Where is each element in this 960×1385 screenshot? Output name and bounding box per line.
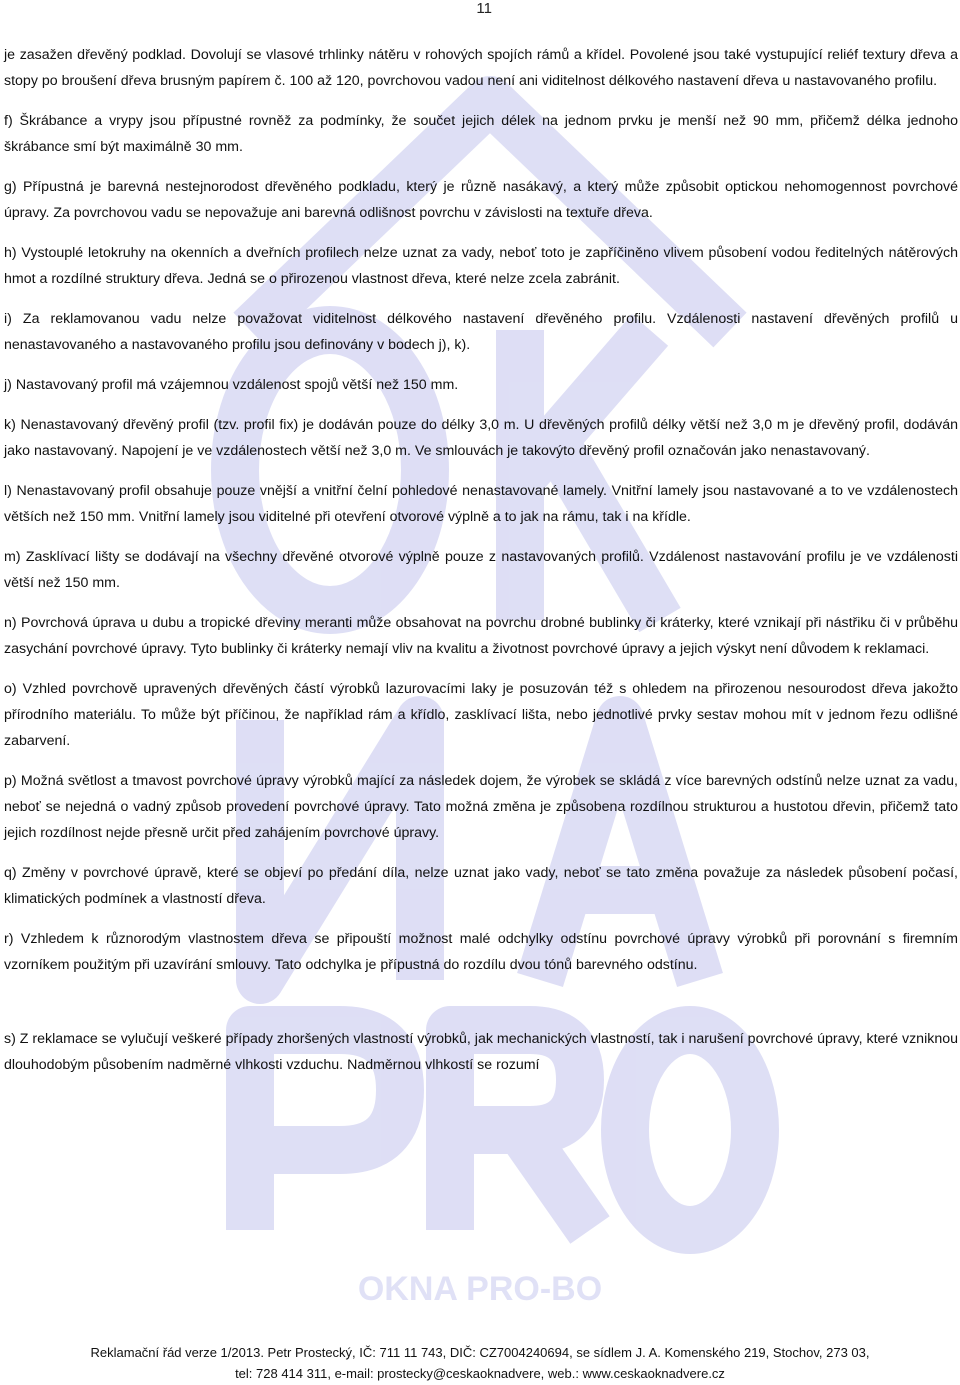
paragraph-n: n) Povrchová úprava u dubu a tropické dřeviny meranti může obsahovat na povrchu drobné bublinky či kráterky, které vznikají při nástřiku či v průběhu zasychání povrchové úpravy. Tyto bublinky či kráterky nemají vliv na kvalitu a životnost povrchové úpravy a jejich výskyt není důvodem k reklamaci. — [4, 615, 958, 657]
paragraph-r: r) Vzhledem k různorodým vlastnostem dřeva se připouští možnost malé odchylky odstínu povrchové úpravy výrobků při porovnání s firemním vzorníkem použitým při uzavírání smlouvy. Tato odchylka je přípustná do rozdílu dvou tónů barevného odstínu. — [4, 931, 958, 973]
footer-line-company: Reklamační řád verze 1/2013. Petr Prostecký, IČ: 711 11 743, DIČ: CZ7004240694, se sídlem J. A. Komenského 219, Stochov, 273 03, — [90, 1345, 870, 1360]
paragraph-i: i) Za reklamovanou vadu nelze považovat viditelnost délkového nastavení dřevěného profilu. Vzdálenosti nastavení dřevěných profilů u nenastavovaného a nastavovaného profilu jsou definovány v bodech j), k). — [4, 311, 958, 353]
paragraph-intro: je zasažen dřevěný podklad. Dovolují se vlasové trhlinky nátěru v rohových spojích rámů a křídel. Povolené jsou také vystupující reliéf textury dřeva a stopy po broušení dřeva brusným papírem č. 100 až 120, povrchovou vadou není ani viditelnost délkového nastavení dřeva u nastavovaného profilu. — [4, 47, 958, 89]
paragraph-g: g) Přípustná je barevná nestejnorodost dřevěného podkladu, který je různě nasákavý, a který může způsobit optickou nehomogennost povrchové úpravy. Za povrchovou vadu se nepovažuje ani barevná odlišnost povrchu v závislosti na textuře dřeva. — [4, 179, 958, 221]
paragraph-k: k) Nenastavovaný dřevěný profil (tzv. profil fix) je dodáván pouze do délky 3,0 m. U dřevěných profilů délky větší než 3,0 m je dřevěný profil, dodáván jako nastavovaný. Napojení je ve vzdálenostech větší než 3,0 m. Ve smlouvách je takovýto dřevěný profil označován jako nenastavovaný. — [4, 417, 958, 459]
page-number: 11 — [476, 0, 492, 17]
page-footer — [0, 1342, 960, 1384]
paragraph-h: h) Vystouplé letokruhy na okenních a dveřních profilech nelze uznat za vady, neboť toto je zapříčiněno vlivem působení vodou ředitelných nátěrových hmot a rozdílné struktury dřeva. Jedná se o přirozenou vlastnost dřeva, které nelze zcela zabránit. — [4, 245, 958, 287]
paragraph-q: q) Změny v povrchové úpravě, které se objeví po předání díla, nelze uznat jako vady, neboť se tato změna považuje za následek působení počasí, klimatických podmínek a vlastností dřeva. — [4, 865, 958, 907]
paragraph-o: o) Vzhled povrchově upravených dřevěných částí výrobků lazurovacími laky je posuzován též s ohledem na přirozenou nesourodost dřeva jakožto přírodního materiálu. To může být příčinou, že například rám a křídlo, zasklívací lišta, nebo jednotlivé prvky sestav mohou mít v jednom řezu odlišné zabarvení. — [4, 681, 958, 749]
document-body — [4, 42, 958, 1092]
paragraph-p: p) Možná světlost a tmavost povrchové úpravy výrobků mající za následek dojem, že výrobek se skládá z více barevných odstínů nelze uznat za vadu, neboť se nejedná o vadný způsob provedení povrchové úpravy. Tato možná změna je způsobena rozdílnou strukturou a hustotou dřevin, přičemž tato jejich rozdílnost nejde přesně určit před zahájením povrchové úpravy. — [4, 773, 958, 841]
paragraph-j: j) Nastavovaný profil má vzájemnou vzdálenost spojů větší než 150 mm. — [4, 377, 459, 393]
paragraph-l: l) Nenastavovaný profil obsahuje pouze vnější a vnitřní čelní pohledové nenastavované lamely. Vnitřní lamely jsou nastavované a to ve vzdálenostech větších než 150 mm. Vnitřní lamely jsou viditelné při otevření otvorové výplně a to jak na rámu, tak i na křídle. — [4, 483, 958, 525]
paragraph-f: f) Škrábance a vrypy jsou přípustné rovněž za podmínky, že součet jejich délek na jednom prvku je menší než 90 mm, přičemž délka jednoho škrábance smí být maximálně 30 mm. — [4, 113, 958, 155]
watermark-text: OKNA PRO-BO — [357, 1270, 603, 1308]
paragraph-m: m) Zasklívací lišty se dodávají na všechny dřevěné otvorové výplně pouze z nastavovaných profilů. Vzdálenost nastavování profilu je ve vzdálenosti větší než 150 mm. — [4, 549, 958, 591]
paragraph-s: s) Z reklamace se vylučují veškeré případy zhoršených vlastností výrobků, jak mechanických vlastností, tak i narušení povrchové úpravy, které vzniknou dlouhodobým působením nadměrné vlhkosti vzduchu. Nadměrnou vlhkostí se rozumí — [4, 1031, 958, 1073]
footer-line-contact: tel: 728 414 311, e-mail: prostecky@ceskaoknadvere, web.: www.ceskaoknadvere.cz — [235, 1366, 725, 1381]
